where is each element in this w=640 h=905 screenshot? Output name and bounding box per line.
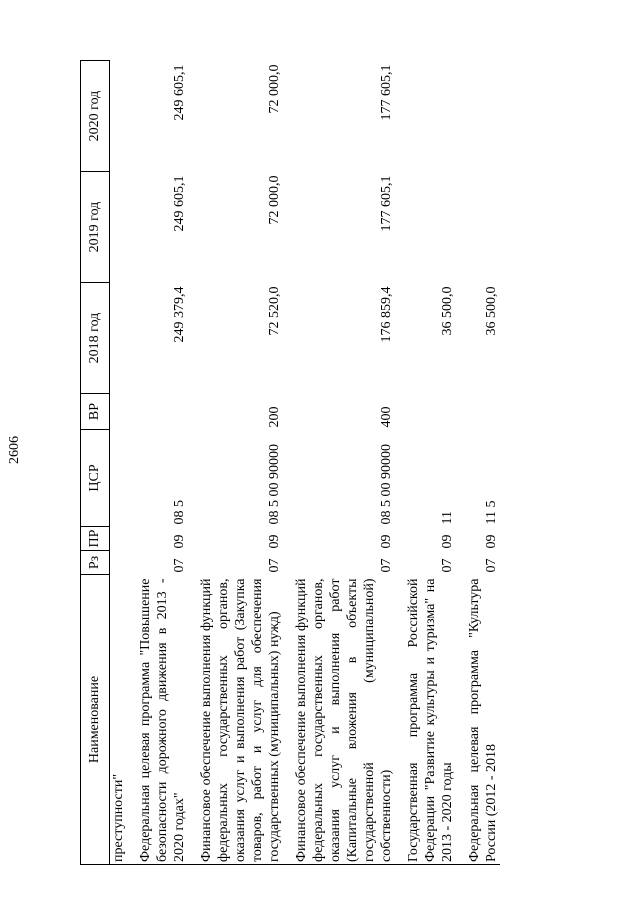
row-2020 xyxy=(110,61,128,172)
row-pr: 09 xyxy=(484,534,499,549)
table-header-row xyxy=(81,61,110,865)
header-name: Наименование xyxy=(81,575,110,865)
row-2018: 36 500,0 xyxy=(440,286,455,336)
row-2019: 72 000,0 xyxy=(267,175,282,225)
row-rz: 07 xyxy=(172,558,187,573)
row-2019: 249 605,1 xyxy=(172,175,187,232)
row-csr xyxy=(110,430,128,527)
header-csr: ЦСР xyxy=(81,430,110,527)
row-2018: 249 379,4 xyxy=(172,286,187,343)
row-name: Федеральная целевая программа "Повышение безопасности дорожного движения в 2013 - 2020 годах" xyxy=(137,575,188,865)
row-csr: 11 5 xyxy=(484,500,499,525)
budget-table-area xyxy=(80,60,610,865)
header-vr: ВР xyxy=(81,394,110,430)
table-row xyxy=(293,61,395,865)
row-csr: 08 5 xyxy=(172,500,187,525)
row-rz: 07 xyxy=(484,558,499,573)
row-2019 xyxy=(110,172,128,283)
row-vr xyxy=(137,394,188,430)
page-number: 2606 xyxy=(7,436,22,464)
row-name: Государственная программа Российской Федерации "Развитие культуры и туризма" на 2013 - 2020 годы xyxy=(405,575,456,865)
row-rz xyxy=(110,551,128,575)
header-2018: 2018 год xyxy=(81,283,110,394)
row-csr: 08 5 00 90000 xyxy=(267,444,282,525)
row-gap xyxy=(456,61,466,865)
row-csr: 11 xyxy=(440,511,455,525)
row-name: Финансовое обеспечение выполнения функций федеральных государственных органов, оказания услуг и выполнения работ (Капитальные вложения в объекты государственной (муниципальной) собственности) xyxy=(293,575,395,865)
header-pr: ПР xyxy=(81,527,110,551)
row-vr xyxy=(405,394,456,430)
row-pr xyxy=(110,527,128,551)
row-name: Финансовое обеспечение выполнения функций федеральных государственных органов, оказания услуг и выполнения работ (Закупка товаров, работ и услуг для обеспечения государственных (муниципальных) нужд) xyxy=(198,575,283,865)
row-vr: 200 xyxy=(267,406,282,428)
row-name: преступности" xyxy=(110,575,128,865)
rotated-table-container xyxy=(80,60,610,865)
row-name: Федеральная целевая программа "Культура России (2012 - 2018 xyxy=(466,575,500,865)
row-pr: 09 xyxy=(172,534,187,549)
row-2020: 177 605,1 xyxy=(379,64,394,121)
row-pr: 09 xyxy=(267,534,282,549)
row-vr xyxy=(110,394,128,430)
header-2019: 2019 год xyxy=(81,172,110,283)
row-vr xyxy=(466,394,500,430)
row-2018 xyxy=(110,283,128,394)
row-csr: 08 5 00 90000 xyxy=(379,444,394,525)
row-vr: 400 xyxy=(379,406,394,428)
row-gap xyxy=(188,61,198,865)
row-rz: 07 xyxy=(440,558,455,573)
row-2018: 72 520,0 xyxy=(267,286,282,336)
table-row xyxy=(137,61,188,865)
row-pr: 09 xyxy=(440,534,455,549)
row-2020: 249 605,1 xyxy=(172,64,187,121)
table-row xyxy=(405,61,456,865)
table-row xyxy=(198,61,283,865)
row-rz: 07 xyxy=(379,558,394,573)
budget-table xyxy=(80,60,500,865)
row-gap xyxy=(127,61,137,865)
header-2020: 2020 год xyxy=(81,61,110,172)
row-2019 xyxy=(466,172,500,283)
header-rz: Рз xyxy=(81,551,110,575)
row-2020 xyxy=(466,61,500,172)
row-2020 xyxy=(405,61,456,172)
row-pr: 09 xyxy=(379,534,394,549)
row-2018: 176 859,4 xyxy=(379,286,394,343)
row-rz: 07 xyxy=(267,558,282,573)
row-2019: 177 605,1 xyxy=(379,175,394,232)
row-gap xyxy=(283,61,293,865)
row-2018: 36 500,0 xyxy=(484,286,499,336)
row-2020: 72 000,0 xyxy=(267,64,282,114)
table-row xyxy=(110,61,128,865)
row-2019 xyxy=(405,172,456,283)
row-gap xyxy=(395,61,405,865)
table-row xyxy=(466,61,500,865)
